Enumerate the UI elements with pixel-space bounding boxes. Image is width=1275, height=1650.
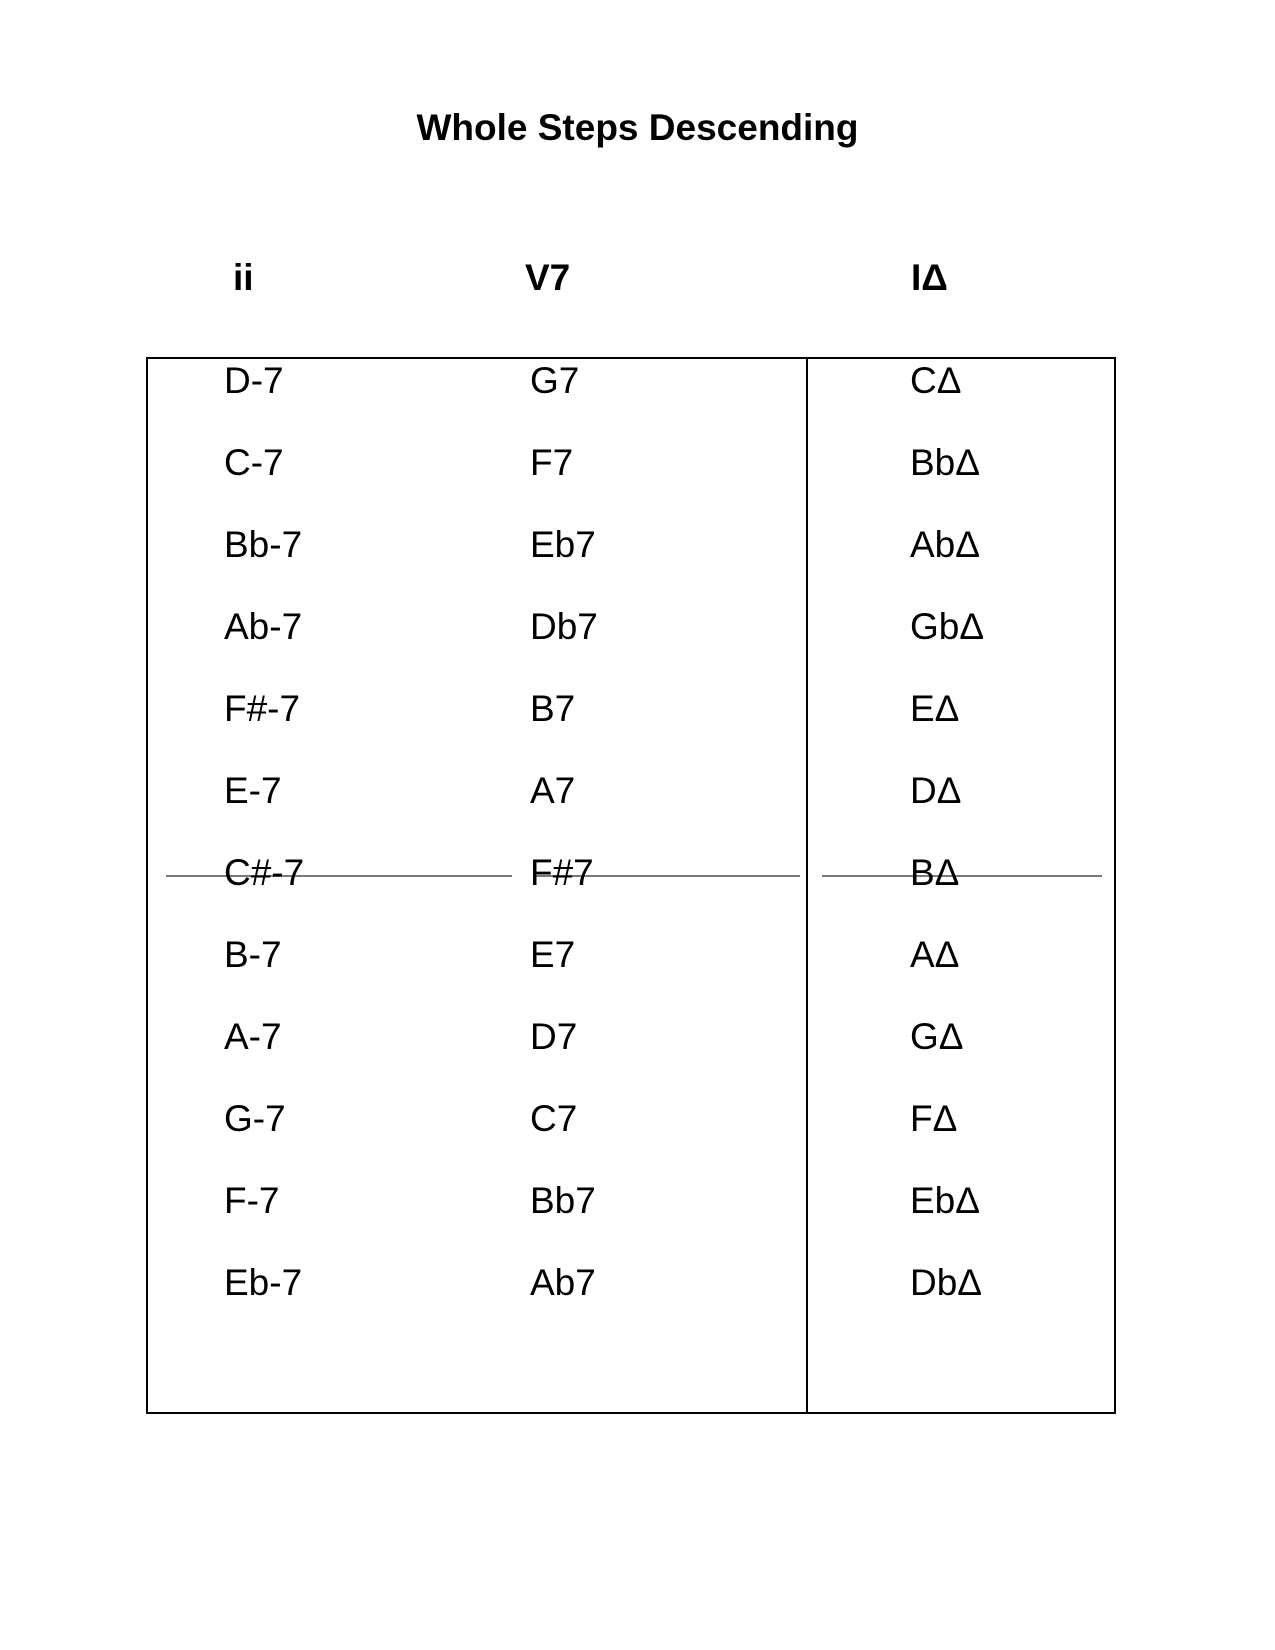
row-group-divider-i-major7	[822, 875, 1102, 877]
cell-v7-chord-8: E7	[530, 934, 576, 975]
cell-i-major7-chord-5: EΔ	[910, 688, 960, 729]
column-header-ii: ii	[233, 257, 254, 298]
cell-ii-chord-2: C-7	[224, 442, 284, 483]
cell-i-major7-chord-9: GΔ	[910, 1016, 964, 1057]
page-title: Whole Steps Descending	[416, 107, 859, 148]
cell-i-major7-chord-8: AΔ	[910, 934, 960, 975]
cell-i-major7-chord-4: GbΔ	[910, 606, 985, 647]
cell-ii-chord-1: D-7	[224, 360, 284, 401]
cell-v7-chord-2: F7	[530, 442, 574, 483]
row-group-divider-ii	[166, 875, 512, 877]
column-divider	[806, 359, 808, 1412]
cell-v7-chord-7: F#7	[530, 852, 594, 893]
cell-v7-chord-11: Bb7	[530, 1180, 596, 1221]
cell-ii-chord-8: B-7	[224, 934, 282, 975]
cell-ii-chord-4: Ab-7	[224, 606, 303, 647]
cell-ii-chord-12: Eb-7	[224, 1262, 303, 1303]
column-headers	[0, 256, 1275, 300]
cell-ii-chord-5: F#-7	[224, 688, 301, 729]
cell-v7-chord-12: Ab7	[530, 1262, 596, 1303]
cell-i-major7-chord-10: FΔ	[910, 1098, 958, 1139]
cell-ii-chord-6: E-7	[224, 770, 282, 811]
cell-i-major7-chord-12: DbΔ	[910, 1262, 983, 1303]
cell-i-major7-chord-11: EbΔ	[910, 1180, 980, 1221]
cell-v7-chord-6: A7	[530, 770, 576, 811]
cell-ii-chord-10: G-7	[224, 1098, 286, 1139]
cell-ii-chord-9: A-7	[224, 1016, 282, 1057]
cell-i-major7-chord-3: AbΔ	[910, 524, 980, 565]
column-header-v7: V7	[525, 257, 571, 298]
cell-i-major7-chord-2: BbΔ	[910, 442, 980, 483]
cell-v7-chord-10: C7	[530, 1098, 578, 1139]
cell-ii-chord-7: C#-7	[224, 852, 305, 893]
cell-v7-chord-4: Db7	[530, 606, 598, 647]
cell-v7-chord-3: Eb7	[530, 524, 596, 565]
cell-ii-chord-11: F-7	[224, 1180, 280, 1221]
cell-i-major7-chord-1: CΔ	[910, 360, 962, 401]
column-header-i-major7: IΔ	[911, 257, 948, 298]
cell-i-major7-chord-7: BΔ	[910, 852, 960, 893]
cell-v7-chord-9: D7	[530, 1016, 578, 1057]
cell-ii-chord-3: Bb-7	[224, 524, 303, 565]
chord-table	[146, 357, 1116, 1414]
cell-v7-chord-5: B7	[530, 688, 576, 729]
cell-v7-chord-1: G7	[530, 360, 580, 401]
cell-i-major7-chord-6: DΔ	[910, 770, 962, 811]
